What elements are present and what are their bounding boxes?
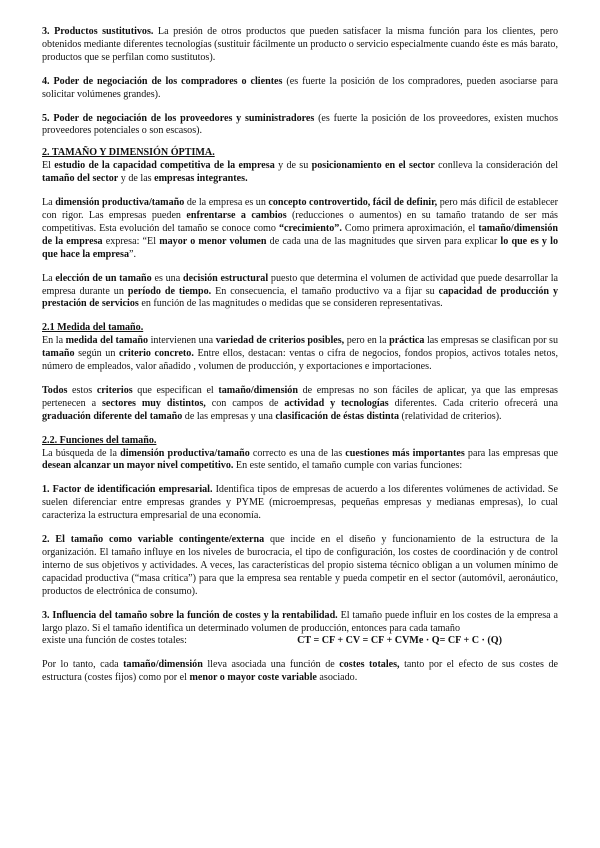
document-page	[42, 26, 558, 685]
paragraph-productos-sustitutivos: 3. Productos sustitutivos. La presión de otros productos que pueden satisfacer la misma función para los clientes, pero obtenidos mediante diferentes tecnologías (sustituir fácilmente un producto o servicio especialmente cuando éste es más barato, productos que se perfilan como sustitutos).	[42, 26, 558, 63]
paragraph-poder-proveedores: 5. Poder de negociación de los proveedores y suministradores (es fuerte la posición de los proveedores, existen muchos proveedores potenciales o son escasos).	[42, 112, 558, 137]
paragraph-factor-identificacion: 1. Factor de identificación empresarial. Identifica tipos de empresas de acuerdo a los diferentes volúmenes de actividad. Se suelen diferenciar entre empresas grandes y PYME (microempresas, pequeñas empresas y medianas empresas), lo cual caracteriza la estructura empresarial de una economía.	[42, 484, 558, 522]
paragraph-todos-criterios: Todos estos criterios que especifican el tamaño/dimensión de empresas no son fáciles de aplicar, ya que las empresas pertenecen a sectores muy distintos, con campos de actividad y tecnologías diferentes. Cada criterio ofrecerá una graduación diferente del tamaño de las empresas y una clasificación de éstas distinta (relatividad de criterios).	[42, 384, 559, 422]
paragraph-medida-tamano: En la medida del tamaño intervienen una variedad de criterios posibles, pero en la práctica las empresas se clasifican por su tamaño según un criterio concreto. Entre ellos, destacan: ventas o cifra de negocios, fondos propios, activos totales netos, número de empleados, valor añadido , volumen de producción, y exportaciones e importaciones.	[42, 335, 559, 373]
paragraph-variable-contingente: 2. El tamaño como variable contingente/externa que incide en el diseño y funcionamiento de la estructura de la organización. El tamaño influye en los niveles de burocracia, el tipo de configuración, los costes de coordinación y de control interno de sus objetivos y actividades. A veces, las características del propio sistema técnico obligan a un volumen mínimo de capacidad productiva (“masa crítica”) para que la empresa sea rentable y pueda competir en el sector (automóvil, aeronáutico, productos de electrónica de consumo).	[42, 534, 558, 597]
paragraph-eleccion-tamano: La elección de un tamaño es una decisión estructural puesto que determina el volumen de actividad que puede desarrollar la empresa durante un período de tiempo. En consecuencia, el tamaño productivo va a fijar su capacidad de producción y prestación de servicios en función de las magnitudes o medidas que se consideren representativas.	[42, 272, 558, 310]
paragraph-dimension-productiva: La dimensión productiva/tamaño de la empresa es un concepto controvertido, fácil de definir, pero más difícil de establecer con rigor. Las empresas pueden enfrentarse a cambios (reducciones o aumentos) en su tamaño tratando de ser más competitivas. Esta evolución del tamaño se conoce como “crecimiento”. Como primera aproximación, el tamaño/dimensión de la empresa expresa: “El mayor o menor volumen de cada una de las magnitudes que sirven para explicar lo que es y lo que hace la empresa”.	[42, 197, 559, 260]
section-heading-tamano: 2. TAMAÑO Y DIMENSIÓN ÓPTIMA.	[42, 147, 215, 159]
paragraph-poder-compradores: 4. Poder de negociación de los compradores o clientes (es fuerte la posición de los compradores, pueden asociarse para solicitar volúmenes grandes).	[42, 75, 558, 100]
paragraph-busqueda-dimension: La búsqueda de la dimensión productiva/tamaño correcto es una de las cuestiones más importantes para las empresas que desean alcanzar un mayor nivel competitivo. En este sentido, el tamaño cumple con varias funciones:	[42, 447, 558, 472]
cost-formula: CT = CF + CV = CF + CVMe · Q= CF + C · (Q)	[297, 635, 502, 647]
paragraph-por-lo-tanto: Por lo tanto, cada tamaño/dimensión lleva asociada una función de costes totales, tanto por el efecto de sus costes de estructura (costes fijos) como por el menor o mayor coste variable asociado.	[42, 659, 558, 684]
paragraph-estudio-capacidad: El estudio de la capacidad competitiva de la empresa y de su posicionamiento en el sector conlleva la consideración del tamaño del sector y de las empresas integrantes.	[42, 160, 558, 185]
subsection-heading-funciones: 2.2. Funciones del tamaño.	[42, 434, 157, 446]
formula-line: existe una función de costes totales: CT = CF + CV = CF + CVMe · Q= CF + C · (Q)	[42, 635, 558, 648]
subsection-heading-medida: 2.1 Medida del tamaño.	[42, 322, 144, 334]
paragraph-influencia-costes: 3. Influencia del tamaño sobre la función de costes y la rentabilidad. El tamaño puede influir en los costes de la empresa a largo plazo. Si el tamaño identifica un determinado volumen de producción, entonces para cada tamaño	[42, 609, 558, 634]
